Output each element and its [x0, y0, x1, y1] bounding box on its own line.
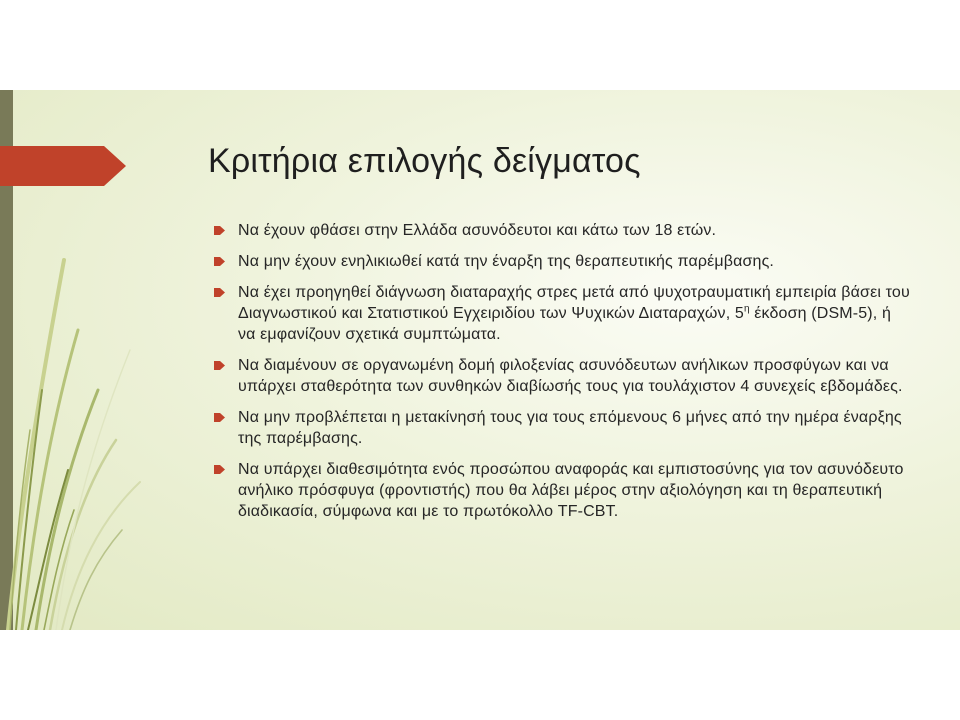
- list-item: [213, 220, 913, 241]
- arrow-bullet-icon: [214, 288, 225, 297]
- bullet-text: Να μην έχουν ενηλικιωθεί κατά την έναρξη της θεραπευτικής παρέμβασης.: [238, 253, 775, 270]
- bullet-text: Να έχουν φθάσει στην Ελλάδα ασυνόδευτοι και κάτω των 18 ετών.: [238, 222, 717, 239]
- arrow-bullet-icon: [214, 226, 225, 235]
- bullet-text: Να διαμένουν σε οργανωμένη δομή φιλοξενίας ασυνόδευτων ανήλικων προσφύγων και να υπάρχει σταθερότητα των συνθηκών διαβίωσής τους για τουλάχιστον 4 συνεχείς εβδομάδες.: [238, 357, 903, 395]
- bullet-text: Να μην προβλέπεται η μετακίνησή τους για τους επόμενους 6 μήνες από την ημέρα έναρξης της παρέμβασης.: [238, 409, 902, 447]
- arrow-bullet-icon: [214, 413, 225, 422]
- list-item: [213, 251, 913, 272]
- superscript: η: [743, 303, 750, 315]
- title-arrow-decoration: [0, 146, 126, 186]
- bullet-text: Να υπάρχει διαθεσιμότητα ενός προσώπου αναφοράς και εμπιστοσύνης για τον ασυνόδευτο ανήλικο πρόσφυγα (φροντιστής) που θα λάβει μέρος στην αξιολόγηση και τη θεραπευτική διαδικασία, σύμφωνα και με το πρωτόκολλο TF-CBT.: [238, 461, 904, 520]
- list-item: [213, 355, 913, 397]
- arrow-bullet-icon: [214, 257, 225, 266]
- slide: [0, 90, 960, 630]
- list-item: [213, 459, 913, 522]
- list-item: [213, 407, 913, 449]
- list-item: [213, 282, 913, 345]
- arrow-bullet-icon: [214, 361, 225, 370]
- bullet-list: [213, 220, 913, 532]
- slide-title: Κριτήρια επιλογής δείγματος: [208, 142, 641, 180]
- bullet-text: Να έχει προηγηθεί διάγνωση διαταραχής στρες μετά από ψυχοτραυματική εμπειρία βάσει του Διαγνωστικού και Στατιστικού Εγχειριδίου των Ψυχικών Διαταραχών, 5: [238, 284, 910, 322]
- arrow-bullet-icon: [214, 465, 225, 474]
- bullet-text-continued: έκδοση (DSM-5), ή να εμφανίζουν σχετικά συμπτώματα.: [238, 305, 892, 343]
